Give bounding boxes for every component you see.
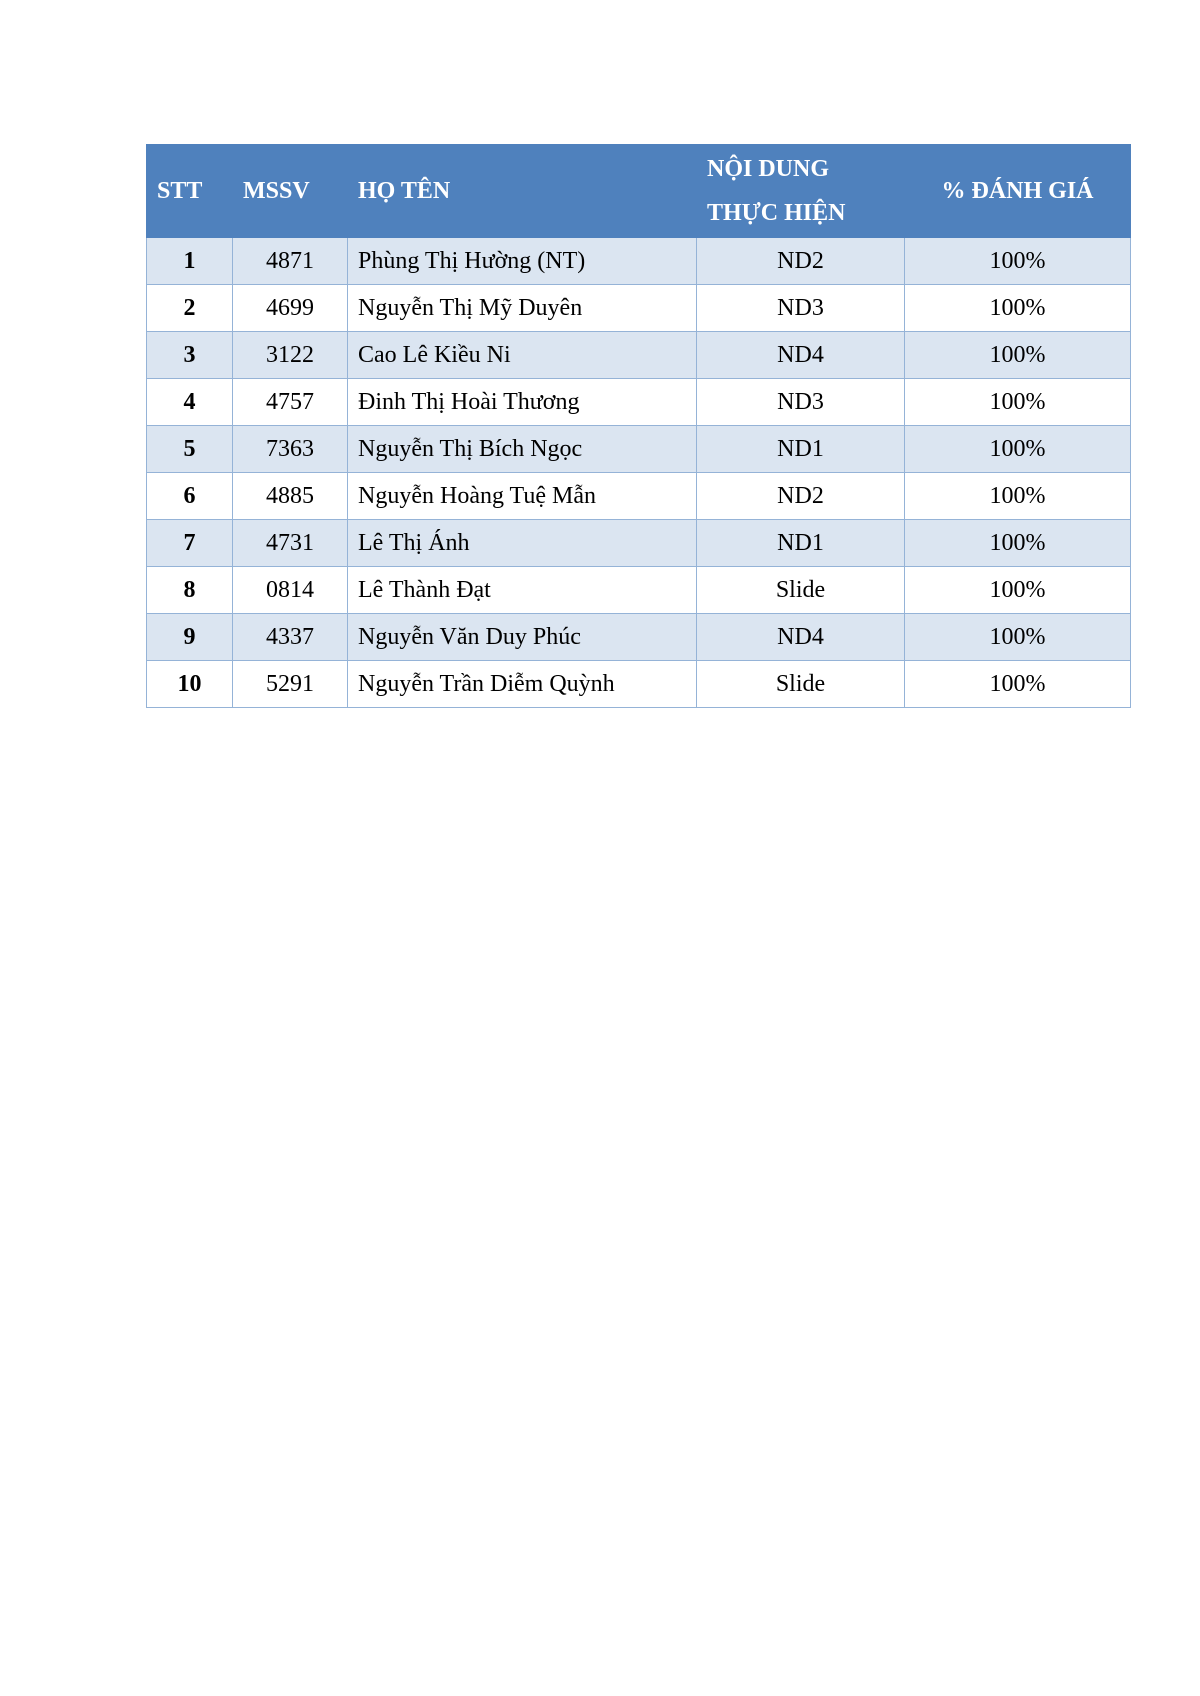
cell-pct: 100% <box>905 661 1131 708</box>
cell-stt: 6 <box>147 473 233 520</box>
cell-task: ND4 <box>697 614 905 661</box>
header-task-line2: THỰC HIỆN <box>707 200 846 226</box>
cell-stt: 9 <box>147 614 233 661</box>
table-row <box>147 426 1131 473</box>
cell-name: Nguyễn Văn Duy Phúc <box>348 614 697 661</box>
table-row <box>147 567 1131 614</box>
cell-task: ND1 <box>697 426 905 473</box>
cell-mssv: 4731 <box>233 520 348 567</box>
cell-pct: 100% <box>905 520 1131 567</box>
cell-name: Nguyễn Hoàng Tuệ Mẫn <box>348 473 697 520</box>
cell-name: Cao Lê Kiều Ni <box>348 332 697 379</box>
cell-pct: 100% <box>905 238 1131 285</box>
cell-name: Phùng Thị Hường (NT) <box>348 238 697 285</box>
table-body <box>147 238 1131 708</box>
cell-name: Đinh Thị Hoài Thương <box>348 379 697 426</box>
cell-mssv: 4337 <box>233 614 348 661</box>
table-row <box>147 614 1131 661</box>
cell-task: ND4 <box>697 332 905 379</box>
header-task-line1: NỘI DUNG <box>707 156 830 182</box>
cell-mssv: 0814 <box>233 567 348 614</box>
cell-stt: 10 <box>147 661 233 708</box>
header-task <box>697 145 905 238</box>
table-row <box>147 473 1131 520</box>
cell-task: ND1 <box>697 520 905 567</box>
table-row <box>147 520 1131 567</box>
cell-pct: 100% <box>905 614 1131 661</box>
cell-pct: 100% <box>905 473 1131 520</box>
cell-mssv: 4699 <box>233 285 348 332</box>
cell-mssv: 5291 <box>233 661 348 708</box>
cell-task: ND2 <box>697 473 905 520</box>
cell-pct: 100% <box>905 332 1131 379</box>
cell-name: Nguyễn Trần Diễm Quỳnh <box>348 661 697 708</box>
table-row <box>147 332 1131 379</box>
table-header-row <box>147 145 1131 238</box>
cell-mssv: 7363 <box>233 426 348 473</box>
cell-pct: 100% <box>905 379 1131 426</box>
cell-mssv: 3122 <box>233 332 348 379</box>
cell-stt: 2 <box>147 285 233 332</box>
cell-stt: 1 <box>147 238 233 285</box>
cell-task: Slide <box>697 661 905 708</box>
cell-mssv: 4757 <box>233 379 348 426</box>
cell-task: ND3 <box>697 285 905 332</box>
cell-name: Lê Thành Đạt <box>348 567 697 614</box>
header-pct: % ĐÁNH GIÁ <box>905 145 1131 238</box>
cell-name: Nguyễn Thị Bích Ngọc <box>348 426 697 473</box>
member-evaluation-table <box>146 144 1131 708</box>
cell-pct: 100% <box>905 567 1131 614</box>
cell-stt: 4 <box>147 379 233 426</box>
table-row <box>147 238 1131 285</box>
cell-pct: 100% <box>905 426 1131 473</box>
cell-mssv: 4871 <box>233 238 348 285</box>
cell-task: Slide <box>697 567 905 614</box>
table-row <box>147 661 1131 708</box>
cell-stt: 3 <box>147 332 233 379</box>
cell-pct: 100% <box>905 285 1131 332</box>
cell-stt: 7 <box>147 520 233 567</box>
cell-stt: 8 <box>147 567 233 614</box>
cell-task: ND3 <box>697 379 905 426</box>
header-name: HỌ TÊN <box>348 145 697 238</box>
table-row <box>147 285 1131 332</box>
cell-mssv: 4885 <box>233 473 348 520</box>
header-mssv: MSSV <box>233 145 348 238</box>
cell-name: Nguyễn Thị Mỹ Duyên <box>348 285 697 332</box>
table-row <box>147 379 1131 426</box>
cell-name: Lê Thị Ánh <box>348 520 697 567</box>
cell-stt: 5 <box>147 426 233 473</box>
header-stt: STT <box>147 145 233 238</box>
cell-task: ND2 <box>697 238 905 285</box>
